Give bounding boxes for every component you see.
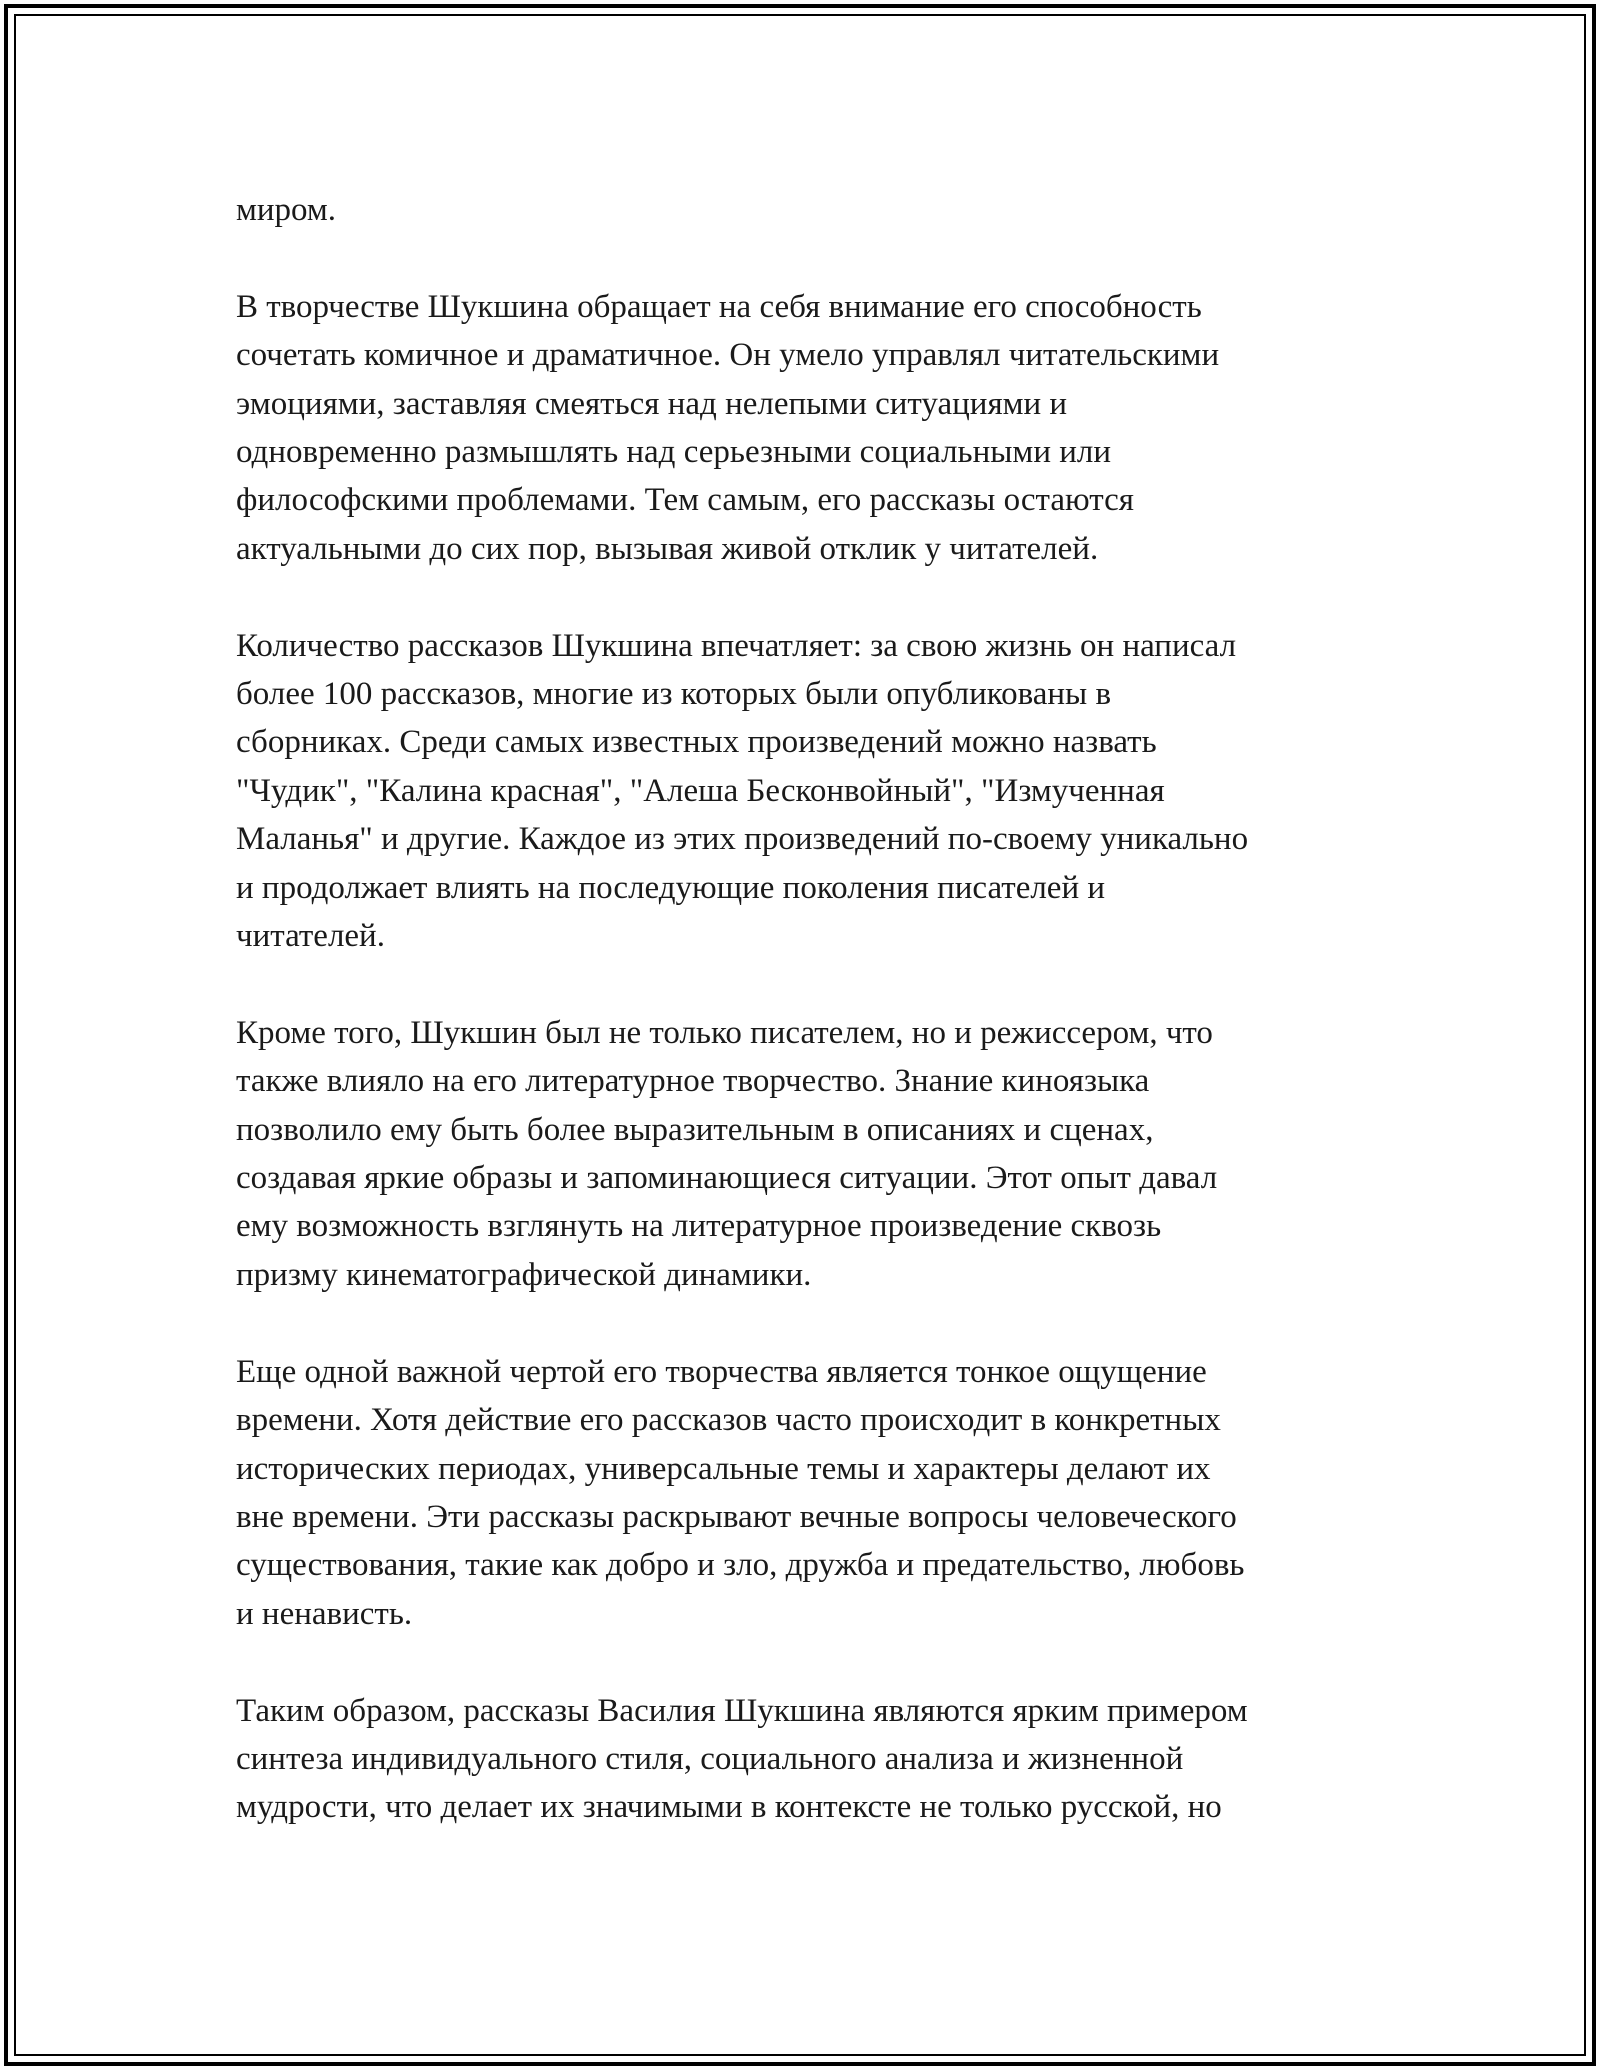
text-line: позволило ему быть более выразительным в описаниях и сценах, [236,1111,1154,1148]
text-line: Кроме того, Шукшин был не только писателем, но и режиссером, что [236,1014,1213,1051]
text-line: сборниках. Среди самых известных произведений можно назвать [236,724,1157,761]
text-line: синтеза индивидуального стиля, социального анализа и жизненной [236,1740,1184,1777]
paragraph-6 [236,1687,1376,1832]
paragraph-5 [236,1348,1376,1638]
text-line: Таким образом, рассказы Василия Шукшина являются ярким примером [236,1692,1248,1729]
text-line: исторических периодах, универсальные темы и характеры делают их [236,1450,1211,1487]
paragraph-4 [236,1009,1376,1299]
paragraph-3 [236,622,1376,961]
text-line: читателей. [236,918,385,955]
document-body [236,186,1376,1880]
text-line: призму кинематографической динамики. [236,1256,812,1293]
text-line: ему возможность взглянуть на литературное произведение сквозь [236,1208,1162,1245]
text-line: философскими проблемами. Тем самым, его рассказы остаются [236,482,1134,519]
text-line: также влияло на его литературное творчество. Знание киноязыка [236,1063,1150,1100]
text-line: создавая яркие образы и запоминающиеся ситуации. Этот опыт давал [236,1160,1218,1197]
text-line: Маланья" и другие. Каждое из этих произведений по-своему уникально [236,821,1249,858]
text-line: Количество рассказов Шукшина впечатляет: за свою жизнь он написал [236,627,1237,664]
text-line: эмоциями, заставляя смеяться над нелепыми ситуациями и [236,385,1068,422]
text-line: и продолжает влиять на последующие поколения писателей и [236,869,1106,906]
text-line: времени. Хотя действие его рассказов часто происходит в конкретных [236,1402,1221,1439]
text-line: вне времени. Эти рассказы раскрывают вечные вопросы человеческого [236,1498,1237,1535]
paragraph-1 [236,186,1376,234]
text-line: более 100 рассказов, многие из которых были опубликованы в [236,676,1112,713]
text-line: В творчестве Шукшина обращает на себя внимание его способность [236,288,1202,325]
text-line: "Чудик", "Калина красная", "Алеша Бесконвойный", "Измученная [236,772,1165,809]
text-line: мудрости, что делает их значимыми в контексте не только русской, но [236,1789,1222,1826]
text-line: миром. [236,192,337,228]
text-line: одновременно размышлять над серьезными социальными или [236,434,1112,471]
text-line: актуальными до сих пор, вызывая живой отклик у читателей. [236,530,1099,567]
text-line: сочетать комичное и драматичное. Он умело управлял читательскими [236,337,1220,374]
text-line: и ненависть. [236,1595,413,1632]
text-line: Еще одной важной чертой его творчества является тонкое ощущение [236,1353,1207,1390]
text-line: существования, такие как добро и зло, дружба и предательство, любовь [236,1547,1245,1584]
paragraph-2 [236,283,1376,573]
